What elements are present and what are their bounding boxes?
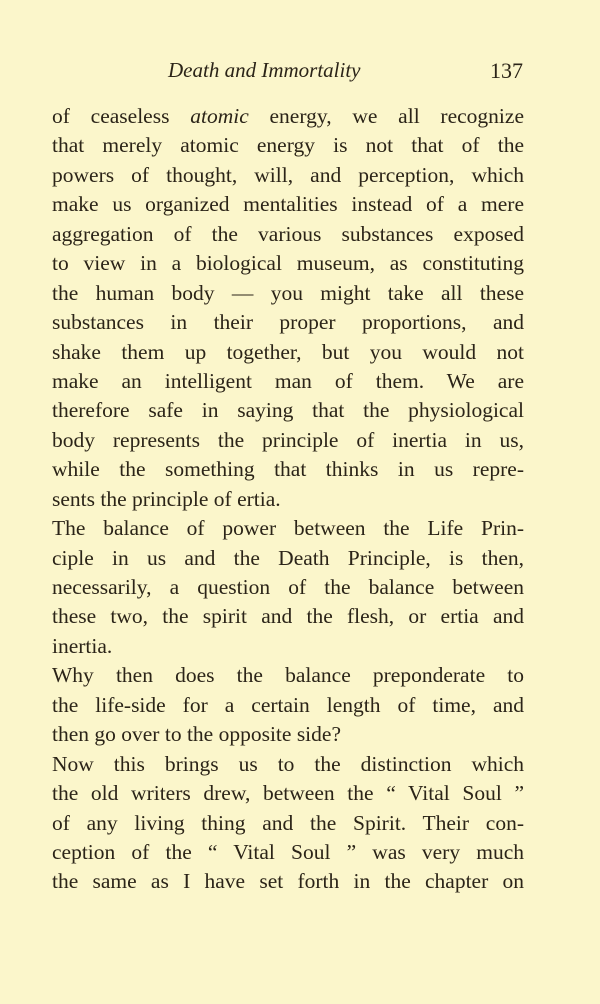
page-body-text [52, 102, 524, 897]
text-line: the human body — you might take all these [52, 280, 524, 305]
text-line: sents the principle of ertia. [52, 486, 281, 511]
text-span: energy, we all recognize [248, 104, 524, 128]
text-line: substances in their proper proportions, and [52, 310, 524, 335]
text-line: powers of thought, will, and perception, which [52, 162, 524, 187]
text-line: ception of the “ Vital Soul ” was very much [52, 839, 524, 864]
text-line: make an intelligent man of them. We are [52, 368, 524, 393]
running-title: Death and Immortality [168, 58, 361, 82]
page-number: 137 [490, 58, 523, 83]
text-line: inertia. [52, 633, 113, 658]
text-line: Why then does the balance preponderate to [52, 663, 524, 688]
text-line: therefore safe in saying that the physiological [52, 398, 524, 423]
text-span: of ceaseless [52, 104, 191, 128]
italic-word: atomic [190, 104, 249, 128]
text-line: ciple in us and the Death Principle, is then, [52, 545, 524, 570]
text-line: body represents the principle of inertia in us, [52, 427, 524, 452]
text-line: shake them up together, but you would not [52, 339, 524, 364]
text-line: these two, the spirit and the flesh, or ertia and [52, 604, 524, 629]
text-line: then go over to the opposite side? [52, 722, 341, 747]
text-line: the old writers drew, between the “ Vital Soul ” [52, 781, 524, 806]
text-line: The balance of power between the Life Prin- [52, 516, 524, 541]
text-line: make us organized mentalities instead of a mere [52, 192, 524, 217]
text-line: aggregation of the various substances exposed [52, 221, 524, 246]
text-line: Now this brings us to the distinction which [52, 751, 524, 776]
text-line: the life-side for a certain length of time, and [52, 692, 524, 717]
text-line [52, 102, 524, 131]
text-line: while the something that thinks in us repre- [52, 457, 524, 482]
text-line: that merely atomic energy is not that of the [52, 133, 524, 158]
running-header [168, 58, 523, 88]
text-line: to view in a biological museum, as constituting [52, 251, 524, 276]
text-line: of any living thing and the Spirit. Their con- [52, 810, 524, 835]
text-line: necessarily, a question of the balance between [52, 575, 524, 599]
text-line: the same as I have set forth in the chapter on [52, 869, 524, 894]
